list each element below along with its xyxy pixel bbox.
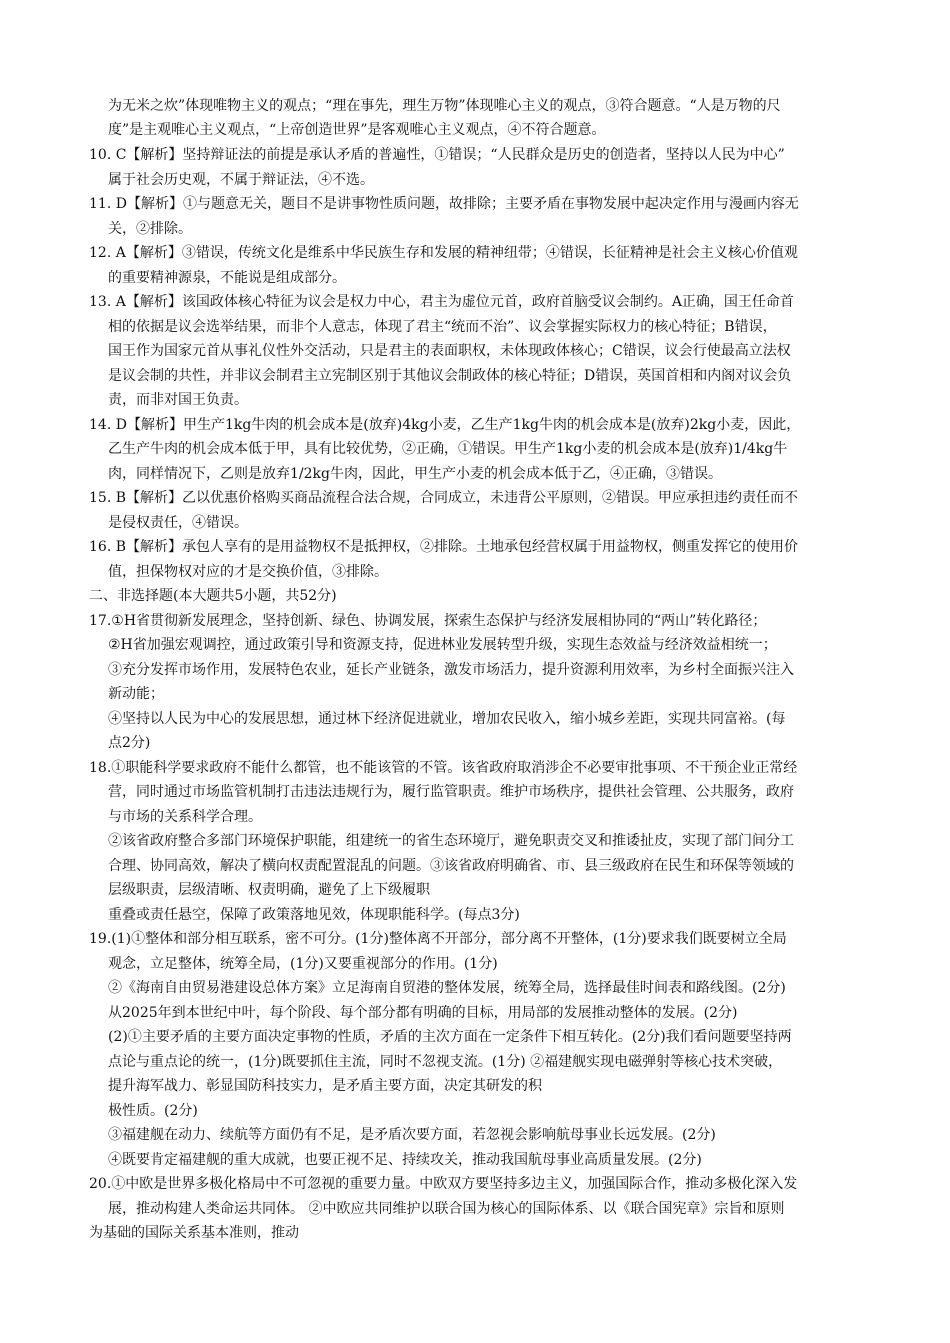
text-line: 从2025年到本世纪中叶，每个阶段、每个部分都有明确的目标，用局部的发展推动整体的发展。(2分) — [108, 1005, 738, 1021]
text-line: ②该省政府整合多部门环境保护职能，组建统一的省生态环境厅，避免职责交叉和推诿扯皮，实现了部门间分工 — [108, 833, 794, 849]
answer-13: 13. A【解析】该国政体核心特征为议会是权力中心，君主为虚位元首，政府首脑受议会制约。A正确，国王任命首 — [89, 294, 794, 310]
text-line: ③福建舰在动力、续航等方面仍有不足，是矛盾次要方面，若忽视会影响航母事业长远发展。(2分) — [108, 1127, 716, 1143]
text-line: 的重要精神源泉，不能说是组成部分。 — [108, 270, 346, 286]
text-line: 国王作为国家元首从事礼仪性外交活动，只是君主的表面职权，未体现政体核心；C错误，议会行使最高立法权 — [108, 343, 791, 359]
section-heading: 二、非选择题(本大题共5小题，共52分) — [89, 588, 337, 604]
text-line: ②H省加强宏观调控，通过政策引导和资源支持，促进林业发展转型升级，实现生态效益与经济效益相统一； — [108, 637, 777, 653]
text-line: 点2分) — [108, 735, 151, 751]
text-line: ④坚持以人民为中心的发展思想，通过林下经济促进就业，增加农民收入，缩小城乡差距，实现共同富裕。(每 — [108, 711, 786, 727]
answer-20: 20.①中欧是世界多极化格局中不可忽视的重要力量。中欧双方要坚持多边主义，加强国际合作，推动多极化深入发 — [89, 1176, 798, 1192]
text-line: 点论与重点论的统一，(1分)既要抓住主流，同时不忽视支流。(1分) ②福建舰实现电磁弹射等核心技术突破， — [108, 1054, 783, 1070]
text-line: 是侵权责任，④错误。 — [108, 515, 248, 531]
answer-18: 18.①职能科学要求政府不能什么都管，也不能该管的不管。该省政府取消涉企不必要审批事项、不干预企业正常经 — [89, 760, 798, 776]
text-line: 合理、协同高效，解决了横向权责配置混乱的问题。③该省政府明确省、市、县三级政府在民生和环保等领域的 — [108, 858, 794, 874]
text-line: 为基础的国际关系基本准则，推动 — [89, 1225, 299, 1241]
text-line: 属于社会历史观，不属于辩证法，④不选。 — [108, 172, 374, 188]
text-line: 值，担保物权对应的才是交换价值，③排除。 — [108, 564, 388, 580]
answer-17: 17.①H省贯彻新发展理念，坚持创新、绿色、协调发展，探索生态保护与经济发展相协同的“两山”转化路径； — [89, 613, 767, 629]
text-line: 关，②排除。 — [108, 221, 192, 237]
answer-15: 15. B【解析】乙以优惠价格购买商品流程合法合规，合同成立，未违背公平原则，②错误。甲应承担违约责任而不 — [89, 490, 798, 506]
text-line: 是议会制的共性，并非议会制君主立宪制区别于其他议会制政体的核心特征；D错误，英国首相和内阁对议会负 — [108, 368, 792, 384]
text-line: 展，推动构建人类命运共同体。 ②中欧应共同维护以联合国为核心的国际体系、以《联合国宪章》宗旨和原则 — [108, 1201, 785, 1217]
text-line: 与市场的关系科学合理。 — [108, 809, 262, 825]
answer-19: 19.(1)①整体和部分相互联系，密不可分。(1分)整体离不开部分，部分离不开整体，(1分)要求我们既要树立全局 — [89, 931, 787, 947]
answer-11: 11. D【解析】①与题意无关，题目不是讲事物性质问题，故排除；主要矛盾在事物发展中起决定作用与漫画内容无 — [89, 196, 799, 212]
text-line: 相的依据是议会选举结果，而非个人意志，体现了君主“统而不治”、议会掌握实际权力的核心特征；B错误， — [108, 319, 777, 335]
text-line: 肉，同样情况下，乙则是放弃1/2kg牛肉，因此，甲生产小麦的机会成本低于乙，④正确，③错误。 — [108, 466, 722, 482]
text-line: 观念，立足整体，统筹全局，(1分)又要重视部分的作用。(1分) — [108, 956, 498, 972]
text-line: 为无米之炊”体现唯物主义的观点；“理在事先，理生万物”体现唯心主义的观点，③符合题意。“人是万物的尺 — [108, 98, 781, 114]
text-line: 提升海军战力、彰显国防科技实力，是矛盾主要方面，决定其研发的积 — [108, 1078, 542, 1094]
answer-14: 14. D【解析】甲生产1kg牛肉的机会成本是(放弃)4kg小麦，乙生产1kg牛肉的机会成本是(放弃)2kg小麦，因此， — [89, 417, 801, 433]
text-line: ②《海南自由贸易港建设总体方案》立足海南自贸港的整体发展，统筹全局，选择最佳时间表和路线图。(2分) — [108, 980, 786, 996]
text-line: ④既要肯定福建舰的重大成就，也要正视不足、持续攻关，推动我国航母事业高质量发展。(2分) — [108, 1152, 702, 1168]
text-line: 新动能； — [108, 686, 164, 702]
text-line: 重叠或责任悬空，保障了政策落地见效，体现职能科学。(每点3分) — [108, 907, 520, 923]
text-line: 极性质。(2分) — [108, 1103, 198, 1119]
text-line: (2)①主要矛盾的主要方面决定事物的性质，矛盾的主次方面在一定条件下相互转化。(2分)我们看问题要坚持两 — [108, 1029, 792, 1045]
text-line: 乙生产牛肉的机会成本低于甲，具有比较优势，②正确，①错误。甲生产1kg小麦的机会成本是(放弃)1/4kg牛 — [108, 441, 788, 457]
text-line: 度”是主观唯心主义观点，“上帝创造世界”是客观唯心主义观点，④不符合题意。 — [108, 122, 606, 138]
text-line: 营，同时通过市场监管机制打击违法违规行为，履行监管职责。维护市场秩序，提供社会管理、公共服务，政府 — [108, 784, 794, 800]
text-line: 责，而非对国王负责。 — [108, 392, 248, 408]
answer-16: 16. B【解析】承包人享有的是用益物权不是抵押权，②排除。土地承包经营权属于用益物权，侧重发挥它的使用价 — [89, 539, 798, 555]
answer-12: 12. A【解析】③错误，传统文化是维系中华民族生存和发展的精神纽带；④错误，长征精神是社会主义核心价值观 — [89, 245, 798, 261]
answer-10: 10. C【解析】坚持辩证法的前提是承认矛盾的普遍性，①错误；“人民群众是历史的创造者，坚持以人民为中心” — [89, 147, 785, 163]
text-line: ③充分发挥市场作用，发展特色农业，延长产业链条，激发市场活力，提升资源利用效率，为乡村全面振兴注入 — [108, 662, 794, 678]
text-line: 层级职责，层级清晰、权责明确，避免了上下级履职 — [108, 882, 430, 898]
